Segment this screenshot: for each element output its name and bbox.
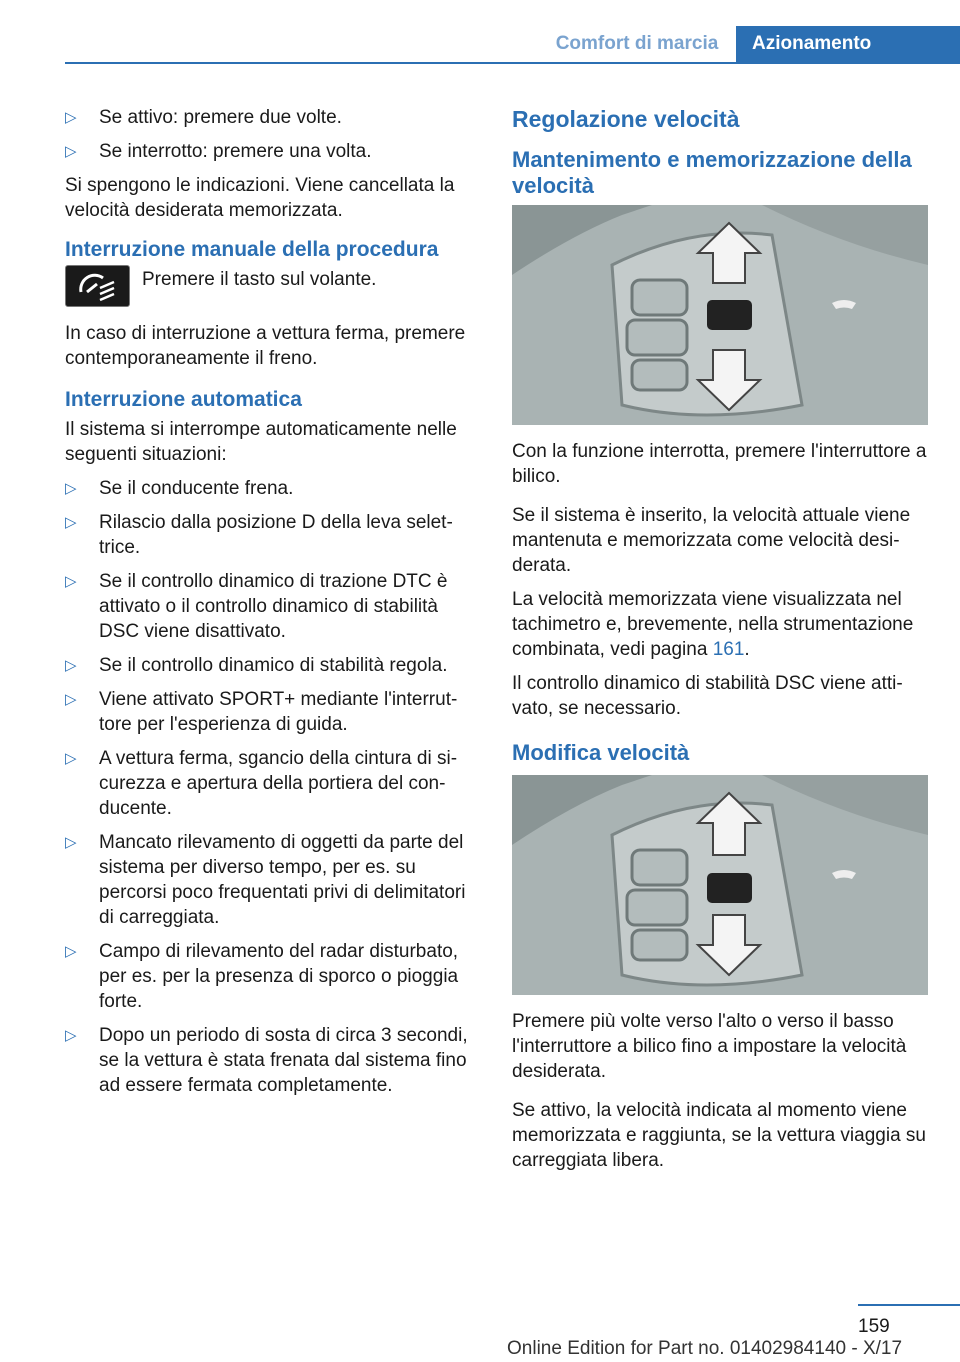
list-item: ▷ A vettura ferma, sgancio della cintura di sicurezza e apertura della portiera del conducente.: [65, 748, 458, 819]
triangle-bullet-icon: ▷: [65, 109, 77, 126]
page-link[interactable]: 161: [712, 639, 745, 660]
right-column: [512, 105, 930, 1182]
header-section-tab: Comfort di marcia: [555, 33, 719, 54]
icon-instruction: Premere il tasto sul volante.: [65, 267, 483, 307]
paragraph: In caso di interruzione a vettura ferma, premere contemporaneamente il freno.: [65, 323, 466, 369]
paragraph: La velocità memorizzata viene visualizzata nel tachimetro e, brevemente, nella strumentazione combinata, vedi pagina 161.: [512, 589, 914, 660]
list-item: ▷ Dopo un periodo di sosta di circa 3 secondi, se la vettura è stata frenata dal sistema fino ad essere fermata completamente.: [65, 1025, 468, 1096]
paragraph: Premere più volte verso l'alto o verso il basso l'interruttore a bilico fino a impostare la velocità desiderata.: [512, 1011, 907, 1082]
heading-manual-interruption: Interruzione manuale della procedura: [65, 238, 439, 261]
list-item: ▷ Se il controllo dinamico di stabilità regola.: [65, 655, 448, 676]
triangle-bullet-icon: ▷: [65, 573, 77, 590]
paragraph: Se attivo, la velocità indicata al momento viene memorizzata e raggiunta, se la vettura viaggia su carreggiata libera.: [512, 1100, 926, 1171]
paragraph: Si spengono le indicazioni. Viene cancellata la velocità desiderata memorizzata.: [65, 175, 455, 221]
list-item: ▷ Campo di rilevamento del radar disturbato, per es. per la presenza di sporco o pioggia forte.: [65, 941, 459, 1012]
heading-speed-control: Regolazione velocità: [512, 106, 740, 132]
paragraph: Il controllo dinamico di stabilità DSC viene attivato, se necessario.: [512, 673, 903, 719]
list-item: ▷ Se il conducente frena.: [65, 478, 294, 499]
triangle-bullet-icon: ▷: [65, 514, 77, 531]
triangle-bullet-icon: ▷: [65, 480, 77, 497]
list-item: ▷ Viene attivato SPORT+ mediante l'interruttore per l'esperienza di guida.: [65, 689, 458, 735]
triangle-bullet-icon: ▷: [65, 834, 77, 851]
triangle-bullet-icon: ▷: [65, 691, 77, 708]
list-item: ▷ Se interrotto: premere una volta.: [65, 141, 372, 162]
steering-wheel-rocker-image: [512, 775, 928, 995]
list-item: ▷ Se il controllo dinamico di trazione DTC è attivato o il controllo dinamico di stabilità DSC viene disattivato.: [65, 571, 448, 642]
list-item: ▷ Mancato rilevamento di oggetti da parte del sistema per diverso tempo, per es. su percorsi poco frequentati privi di delimitatori di carreggiata.: [65, 832, 466, 928]
triangle-bullet-icon: ▷: [65, 657, 77, 674]
header-chapter-tab: Azionamento: [736, 26, 960, 62]
left-column: [65, 105, 483, 1107]
header-rule: [65, 62, 960, 64]
triangle-bullet-icon: ▷: [65, 750, 77, 767]
steering-wheel-rocker-image: [512, 205, 928, 425]
footer-rule: [858, 1304, 960, 1306]
page-number: 159: [858, 1316, 890, 1337]
heading-maintain-store-speed: Mantenimento e memorizzazione della velocità: [512, 147, 912, 198]
list-item: ▷ Se attivo: premere due volte.: [65, 107, 342, 128]
edition-footer: Online Edition for Part no. 01402984140 - X/17: [507, 1338, 903, 1359]
heading-change-speed: Modifica velocità: [512, 740, 690, 765]
triangle-bullet-icon: ▷: [65, 143, 77, 160]
cruise-control-interrupt-icon: [65, 265, 130, 307]
list-item: ▷ Rilascio dalla posizione D della leva selettrice.: [65, 512, 453, 558]
paragraph: Il sistema si interrompe automaticamente nelle seguenti situazioni:: [65, 419, 457, 465]
paragraph: Con la funzione interrotta, premere l'interruttore a bilico.: [512, 441, 927, 487]
paragraph: Se il sistema è inserito, la velocità attuale viene mantenuta e memorizzata come velocità desiderata.: [512, 505, 911, 576]
triangle-bullet-icon: ▷: [65, 1027, 77, 1044]
heading-automatic-interruption: Interruzione automatica: [65, 388, 302, 411]
triangle-bullet-icon: ▷: [65, 943, 77, 960]
